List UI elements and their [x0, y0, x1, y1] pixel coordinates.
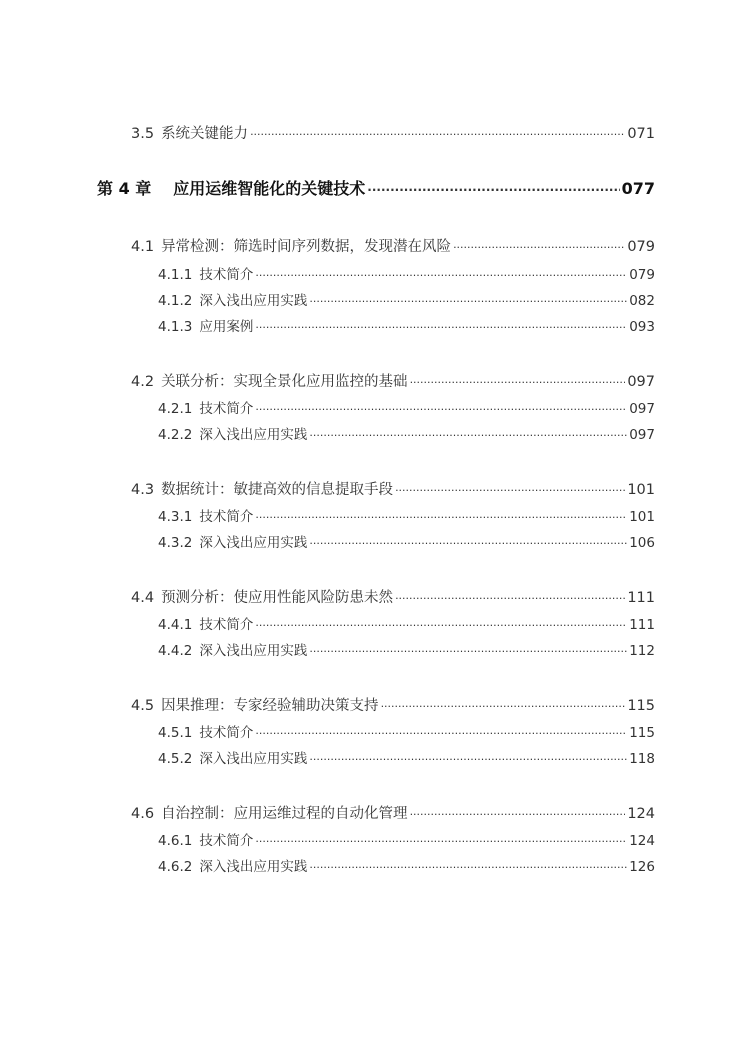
toc-entry-4-6[interactable]: [131, 802, 655, 823]
entry-page: 071: [627, 126, 655, 142]
toc-entry-4-3-2[interactable]: [158, 531, 655, 551]
dot-leader: [309, 430, 627, 441]
entry-number: 4.2.2: [158, 427, 193, 443]
entry-page: 106: [629, 535, 655, 551]
toc-entry-chapter-4[interactable]: [97, 176, 655, 199]
dot-leader: [309, 754, 627, 765]
entry-number: 4.6: [131, 806, 155, 822]
entry-number: 第 4 章: [97, 179, 152, 198]
entry-page: 079: [627, 239, 655, 255]
entry-number: 4.1.3: [158, 319, 193, 335]
toc-entry-3-5[interactable]: [131, 122, 655, 143]
entry-title: 技术简介: [199, 509, 254, 525]
entry-page: 097: [627, 374, 655, 390]
entry-title: 数据统计：敏捷高效的信息提取手段: [161, 482, 394, 498]
entry-title: 自治控制：应用运维过程的自动化管理: [161, 806, 408, 822]
entry-number: 4.6.2: [158, 859, 193, 875]
entry-title: 预测分析：使应用性能风险防患未然: [161, 590, 394, 606]
entry-title: 深入浅出应用实践: [199, 751, 308, 767]
entry-title: 深入浅出应用实践: [199, 293, 308, 309]
dot-leader: [410, 809, 626, 820]
toc-entry-4-5[interactable]: [131, 694, 655, 715]
entry-title: 技术简介: [199, 401, 254, 417]
entry-page: 111: [627, 590, 655, 606]
entry-page: 097: [629, 427, 655, 443]
toc-entry-4-1-1[interactable]: [158, 263, 655, 283]
dot-leader: [309, 862, 627, 873]
dot-leader: [453, 242, 625, 253]
dot-leader: [255, 620, 627, 631]
entry-title: 系统关键能力: [161, 126, 249, 142]
toc-entry-4-6-2[interactable]: [158, 855, 655, 875]
entry-title: 异常检测：筛选时间序列数据，发现潜在风险: [161, 239, 452, 255]
toc-entry-4-3-1[interactable]: [158, 505, 655, 525]
entry-number: 4.4.2: [158, 643, 193, 659]
entry-number: 4.3: [131, 482, 155, 498]
entry-title: 关联分析：实现全景化应用监控的基础: [161, 374, 408, 390]
dot-leader: [395, 485, 625, 496]
dot-leader: [309, 296, 627, 307]
toc-entry-4-2-2[interactable]: [158, 423, 655, 443]
entry-number: 4.5: [131, 698, 155, 714]
entry-page: 077: [621, 179, 655, 198]
dot-leader: [367, 184, 619, 196]
toc-entry-4-1-2[interactable]: [158, 289, 655, 309]
dot-leader: [255, 404, 627, 415]
dot-leader: [309, 538, 627, 549]
dot-leader: [255, 322, 627, 333]
entry-title: 应用案例: [199, 319, 254, 335]
toc-entry-4-5-2[interactable]: [158, 747, 655, 767]
toc-entry-4-4-2[interactable]: [158, 639, 655, 659]
entry-title: 深入浅出应用实践: [199, 427, 308, 443]
entry-number: 4.3.1: [158, 509, 193, 525]
dot-leader: [395, 593, 625, 604]
entry-title: 深入浅出应用实践: [199, 859, 308, 875]
toc-entry-4-3[interactable]: [131, 478, 655, 499]
entry-number: 4.5.2: [158, 751, 193, 767]
entry-number: 4.4: [131, 590, 155, 606]
dot-leader: [255, 728, 627, 739]
entry-page: 112: [629, 643, 655, 659]
entry-number: 4.1: [131, 239, 155, 255]
entry-page: 079: [629, 267, 655, 283]
dot-leader: [255, 836, 627, 847]
entry-number: 4.3.2: [158, 535, 193, 551]
entry-number: 4.1.2: [158, 293, 193, 309]
entry-page: 101: [627, 482, 655, 498]
dot-leader: [309, 646, 627, 657]
toc-entry-4-4-1[interactable]: [158, 613, 655, 633]
entry-number: 4.2.1: [158, 401, 193, 417]
entry-title: 技术简介: [199, 267, 254, 283]
entry-number: 4.1.1: [158, 267, 193, 283]
toc-entry-4-4[interactable]: [131, 586, 655, 607]
entry-number: 4.5.1: [158, 725, 193, 741]
entry-title: 应用运维智能化的关键技术: [173, 179, 366, 198]
entry-title: 深入浅出应用实践: [199, 643, 308, 659]
dot-leader: [410, 377, 626, 388]
entry-page: 115: [627, 698, 655, 714]
entry-page: 126: [629, 859, 655, 875]
toc-entry-4-1-3[interactable]: [158, 315, 655, 335]
entry-title: 深入浅出应用实践: [199, 535, 308, 551]
entry-title: 技术简介: [199, 725, 254, 741]
entry-page: 118: [629, 751, 655, 767]
entry-page: 101: [629, 509, 655, 525]
toc-entry-4-1[interactable]: [131, 235, 655, 256]
entry-number: 3.5: [131, 126, 155, 142]
toc-entry-4-5-1[interactable]: [158, 721, 655, 741]
entry-number: 4.4.1: [158, 617, 193, 633]
entry-page: 111: [629, 617, 655, 633]
entry-page: 082: [629, 293, 655, 309]
toc-entry-4-2-1[interactable]: [158, 397, 655, 417]
entry-page: 115: [629, 725, 655, 741]
entry-page: 124: [629, 833, 655, 849]
entry-title: 技术简介: [199, 617, 254, 633]
entry-title: 因果推理：专家经验辅助决策支持: [161, 698, 379, 714]
entry-page: 124: [627, 806, 655, 822]
entry-page: 093: [629, 319, 655, 335]
entry-number: 4.6.1: [158, 833, 193, 849]
entry-number: 4.2: [131, 374, 155, 390]
dot-leader: [255, 512, 627, 523]
dot-leader: [255, 270, 627, 281]
entry-title: 技术简介: [199, 833, 254, 849]
toc-entry-4-6-1[interactable]: [158, 829, 655, 849]
toc-entry-4-2[interactable]: [131, 370, 655, 391]
dot-leader: [381, 701, 626, 712]
entry-page: 097: [629, 401, 655, 417]
dot-leader: [250, 129, 625, 140]
